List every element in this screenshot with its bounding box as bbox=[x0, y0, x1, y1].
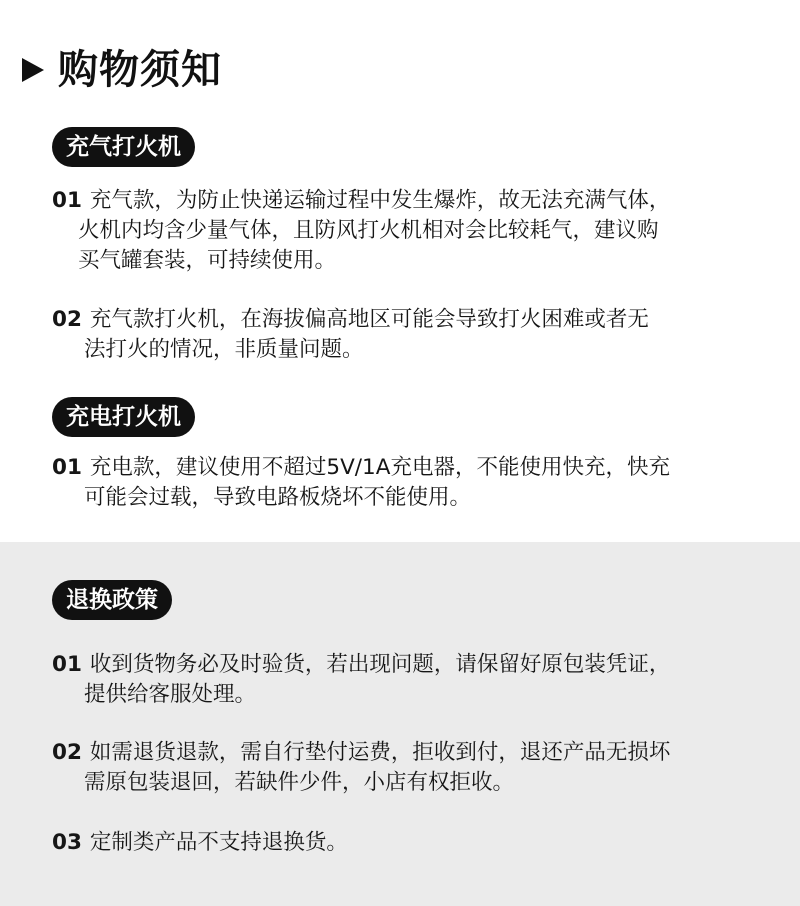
item-text: 充电款，建议使用不超过5V/1A充电器，不能使用快充，快充 bbox=[89, 455, 670, 480]
item-number: 01 bbox=[52, 188, 82, 213]
section-heading-gas-lighter: 充气打火机 bbox=[52, 127, 195, 167]
item-text: 定制类产品不支持退换货。 bbox=[89, 830, 348, 855]
item-text: 如需退货退款，需自行垫付运费，拒收到付，退还产品无损坏 bbox=[89, 740, 671, 765]
item-number: 02 bbox=[52, 740, 82, 765]
item-number: 01 bbox=[52, 455, 82, 480]
item-text: 需原包装退回，若缺件少件，小店有权拒收。 bbox=[84, 770, 515, 795]
list-item bbox=[52, 828, 772, 858]
item-number: 03 bbox=[52, 830, 82, 855]
item-text: 法打火的情况，非质量问题。 bbox=[84, 337, 364, 362]
page-title bbox=[22, 44, 222, 96]
item-number: 02 bbox=[52, 307, 82, 332]
list-item bbox=[52, 305, 772, 365]
page-title-text: 购物须知 bbox=[58, 47, 222, 93]
item-text: 买气罐套装，可持续使用。 bbox=[78, 248, 337, 273]
section-heading-return-policy: 退换政策 bbox=[52, 580, 172, 620]
item-text: 提供给客服处理。 bbox=[84, 682, 257, 707]
list-item bbox=[52, 650, 772, 710]
item-text: 可能会过载，导致电路板烧坏不能使用。 bbox=[84, 485, 472, 510]
item-text: 火机内均含少量气体，且防风打火机相对会比较耗气，建议购 bbox=[78, 218, 659, 243]
item-number: 01 bbox=[52, 652, 82, 677]
play-arrow-icon bbox=[22, 58, 44, 82]
list-item bbox=[52, 453, 772, 513]
list-item bbox=[52, 738, 772, 798]
item-text: 充气款，为防止快递运输过程中发生爆炸，故无法充满气体， bbox=[89, 188, 671, 213]
section-heading-rechargeable-lighter: 充电打火机 bbox=[52, 397, 195, 437]
item-text: 充气款打火机，在海拔偏高地区可能会导致打火困难或者无 bbox=[89, 307, 649, 332]
item-text: 收到货物务必及时验货，若出现问题，请保留好原包装凭证， bbox=[89, 652, 671, 677]
list-item bbox=[52, 186, 772, 276]
